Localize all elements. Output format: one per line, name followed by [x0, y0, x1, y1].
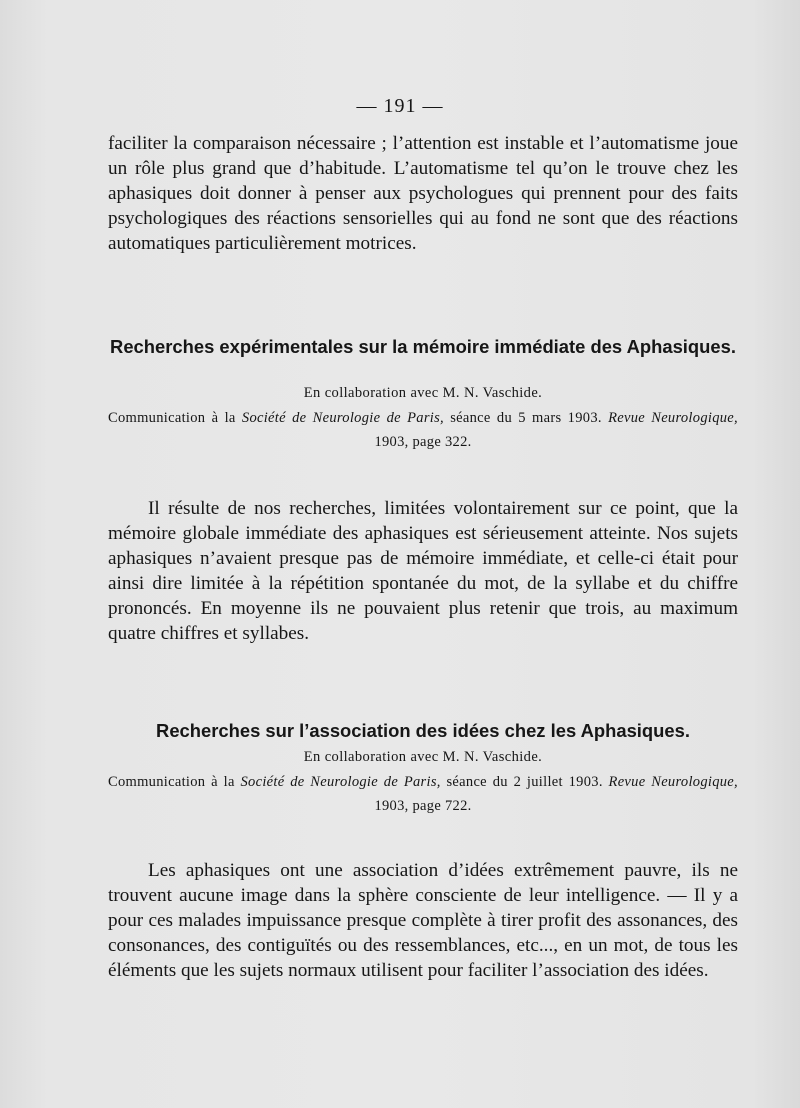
section-2-title: Recherches sur l’association des idées chez les Aphasiques.: [156, 720, 690, 741]
section-1-comm-page: 1903, page 322.: [374, 434, 472, 450]
section-2-collaboration: En collaboration avec M. N. Vaschide.: [303, 749, 543, 765]
section-1-body: Il résulte de nos recherches, limitées volontairement sur ce point, que la mémoire globale immédiate des aphasiques est sérieusement atteinte. Nos sujets aphasiques n’avaient presque pas de mémoire immédiate, et celle-ci était pour ainsi dire limitée à la répétition spontanée du mot, de la syllabe et du chiffre prononcés. En moyenne ils ne pouvaient plus retenir que trois, au maximum quatre chiffres et syllabes.: [108, 498, 738, 644]
section-1-communication: [108, 406, 738, 454]
section-1-comm-society: Société de Neurologie de Paris,: [241, 410, 444, 426]
section-2-comm-page: 1903, page 722.: [374, 798, 472, 814]
continuation-paragraph: faciliter la comparaison nécessaire ; l’attention est instable et l’automatisme joue un rôle plus grand que d’habitude. L’automatisme tel qu’on le trouve chez les aphasiques doit donner à penser aux psychologues qui prennent pour des faits psychologiques des réactions sensorielles qui au fond ne sont que des réactions automatiques particulièrement motrices.: [108, 133, 738, 254]
section-1-title: Recherches expérimentales sur la mémoire immédiate des Aphasiques.: [110, 336, 736, 357]
section-2-body: Les aphasiques ont une association d’idées extrêmement pauvre, ils ne trouvent aucune image dans la sphère consciente de leur intelligence. — Il y a pour ces malades impuissance presque complète à tirer profit des assonances, des consonances, des contiguïtés ou des ressemblances, etc..., en un mot, de tous les éléments que les sujets normaux utilisent pour faciliter l’association des idées.: [108, 860, 738, 981]
section-1-comm-prefix: Communication à la: [108, 410, 236, 426]
page-number: — 191 —: [356, 95, 444, 117]
section-2-comm-session: séance du 2 juillet 1903.: [446, 774, 603, 790]
section-2-communication: [108, 770, 738, 818]
section-2-comm-society: Société de Neurologie de Paris,: [240, 774, 441, 790]
section-1-comm-journal: Revue Neurologique,: [608, 410, 738, 426]
section-2-comm-journal: Revue Neurologique,: [608, 774, 738, 790]
section-2-comm-prefix: Communication à la: [108, 774, 235, 790]
section-1-comm-session: séance du 5 mars 1903.: [450, 410, 602, 426]
section-1-collaboration: En collaboration avec M. N. Vaschide.: [303, 385, 543, 401]
